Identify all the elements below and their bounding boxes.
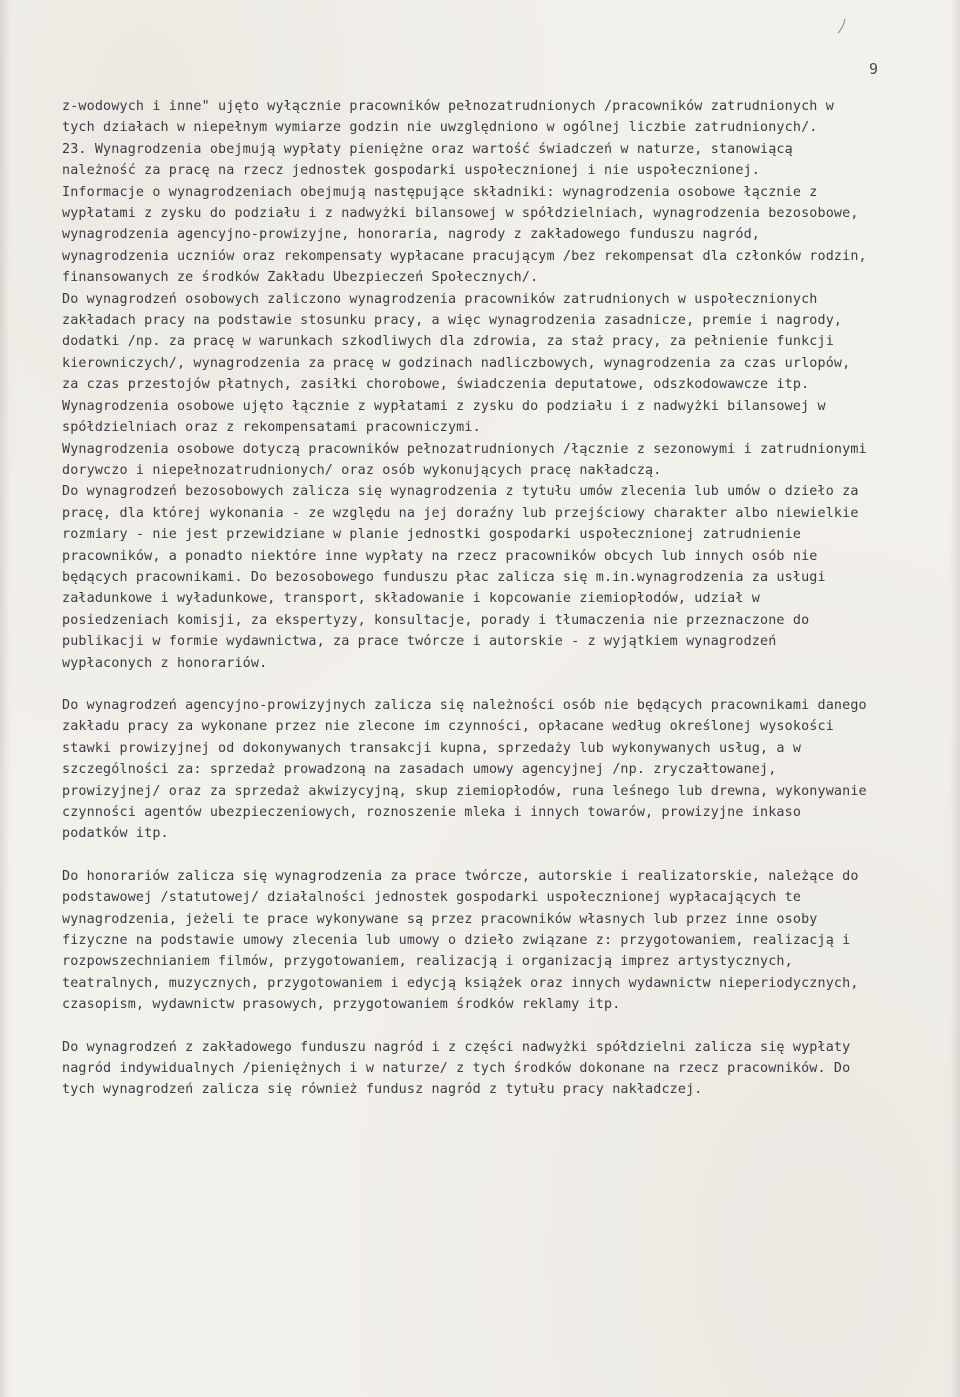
paragraph: 23. Wynagrodzenia obejmują wypłaty pieniężne oraz wartość świadczeń w naturze, stanowiącą należność za pracę na rzecz jednostek gospodarki uspołecznionej i nie uspołecznionej. — [62, 141, 793, 179]
paragraph: Wynagrodzenia osobowe ujęto łącznie z wypłatami z zysku do podziału i z nadwyżki bilansowej w spółdzielniach oraz z rekompensatami pracowniczymi. — [62, 398, 826, 436]
page-number: 9 — [868, 60, 878, 78]
scan-edge-left — [0, 0, 10, 1397]
paragraph: Do wynagrodzeń z zakładowego funduszu nagród i z części nadwyżki spółdzielni zalicza się wypłaty nagród indywidualnych /pieniężnych i w naturze/ z tych środków dokonane na rzecz pracowników. Do tych wynagrodzeń zalicza się również fundusz nagród z tytułu pracy nakładczej. — [62, 1039, 851, 1098]
paragraph: Informacje o wynagrodzeniach obejmują następujące składniki: wynagrodzenia osobowe łącznie z wypłatami z zysku do podziału i z nadwyżki bilansowej w spółdzielniach, wynagrodzenia bezosobowe, wynagrodzenia agencyjno-prowizyjne, honoraria, nagrody z zakładowego funduszu nagród, wynagrodzenia uczniów oraz rekompensaty wypłacane pracującym /bez rekompensat dla członków rodzin, finansowanych ze środków Zakładu Ubezpieczeń Społecznych/. — [62, 184, 867, 286]
paragraph: Do wynagrodzeń osobowych zaliczono wynagrodzenia pracowników zatrudnionych w uspołecznionych zakładach pracy na podstawie stosunku pracy, a więc wynagrodzenia zasadnicze, premie i nagrody, dodatki /np. za pracę w warunkach szkodliwych dla zdrowia, za staż pracy, za pełnienie funkcji kierowniczych/, wynagrodzenia za pracę w godzinach nadliczbowych, wynagrodzenia za czas urlopów, za czas przestojów płatnych, zasiłki chorobowe, świadczenia deputatowe, odszkodowawcze itp. — [62, 291, 851, 393]
paragraph: Do honorariów zalicza się wynagrodzenia za prace twórcze, autorskie i realizatorskie, należące do podstawowej /statutowej/ działalności jednostek gospodarki uspołecznionej wypłacających te wynagrodzenia, jeżeli te prace wykonywane są przez pracowników własnych lub przez inne osoby fizyczne na podstawie umowy zlecenia lub umowy o dzieło związane z: przygotowaniem, realizacją i rozpowszechnianiem filmów, przygotowaniem, realizacją i organizacją imprez artystycznych, teatralnych, muzycznych, przygotowaniem i edycją książek oraz innych wydawnictw nieperiodycznych, czasopism, wydawnictw prasowych, przygotowaniem środków reklamy itp. — [62, 868, 859, 1013]
scan-edge-right — [950, 0, 960, 1397]
paragraph: Do wynagrodzeń agencyjno-prowizyjnych zalicza się należności osób nie będących pracownikami danego zakładu pracy za wykonane przez nie zlecone im czynności, opłacane według określonej wysokości stawki prowizyjnej od dokonywanych transakcji kupna, sprzedaży lub wykonywanych usług, a w szczególności za: sprzedaż prowadzoną na zasadach umowy agencyjnej /np. zryczałtowanej, prowizyjnej/ oraz za sprzedaż akwizycyjną, skup ziemiopłodów, runa leśnego lub drewna, wykonywanie czynności agentów ubezpieczeniowych, roznoszenie mleka i innych towarów, prowizyjne inkaso podatków itp. — [62, 697, 867, 842]
paragraph: z-wodowych i inne" ujęto wyłącznie pracowników pełnozatrudnionych /pracowników zatrudnionych w tych działach w niepełnym wymiarze godzin nie uwzględniono w ogólnej liczbie zatrudnionych/. — [62, 99, 834, 136]
document-body — [62, 96, 868, 1101]
paragraph: Wynagrodzenia osobowe dotyczą pracowników pełnozatrudnionych /łącznie z sezonowymi i zatrudnionymi dorywczo i niepełnozatrudnionych/ oraz osób wykonujących pracę nakładczą. — [62, 441, 867, 478]
paragraph: Do wynagrodzeń bezosobowych zalicza się wynagrodzenia z tytułu umów zlecenia lub umów o dzieło za pracę, dla której wykonania - ze względu na jej doraźny lub przejściowy charakter albo niewielkie rozmiary - nie jest przewidziane w planie jednostki gospodarki uspołecznionej zatrudnienie pracowników, a ponadto niektóre inne wypłaty na rzecz pracowników obcych lub innych osób nie będących pracownikami. Do bezosobowego funduszu płac zalicza się m.in.wynagrodzenia za usługi załadunkowe i wyładunkowe, transport, składowanie i kopcowanie ziemiopłodów, udział w posiedzeniach komisji, za ekspertyzy, konsultacje, porady i tłumaczenia nie przeznaczone do publikacji w formie wydawnictwa, za prace twórcze i autorskie - z wyjątkiem wynagrodzeń wypłaconych z honorariów. — [62, 484, 859, 671]
pencil-mark — [832, 18, 848, 34]
